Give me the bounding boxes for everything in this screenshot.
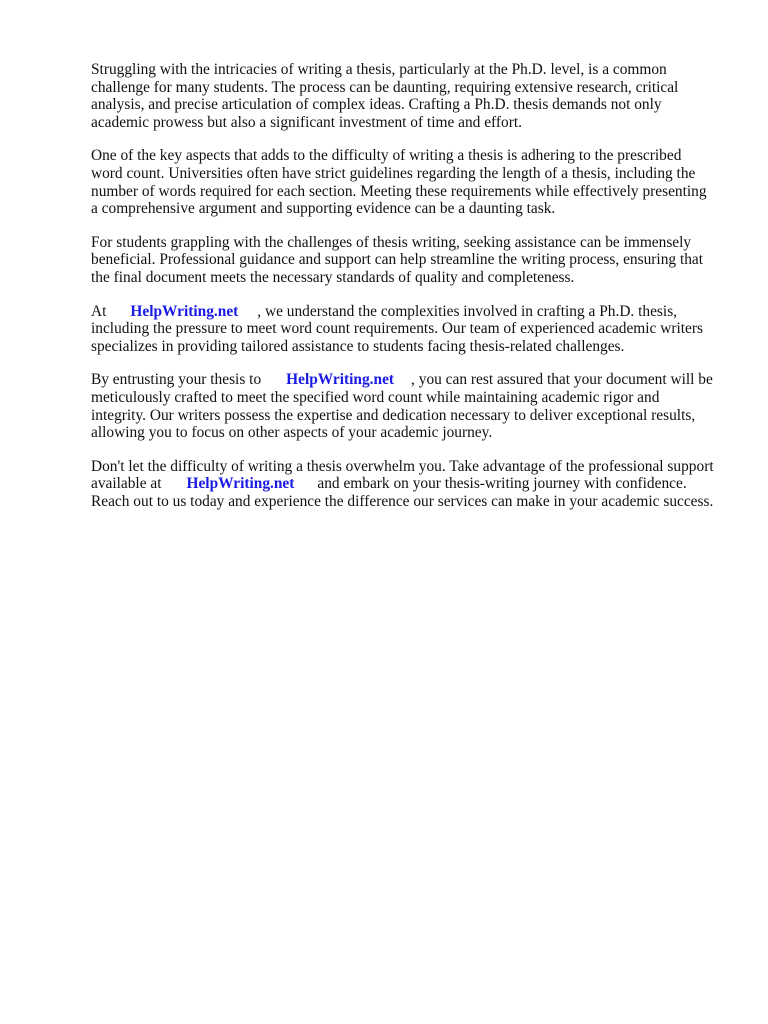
helpwriting-link[interactable]: HelpWriting.net — [130, 302, 239, 320]
text-line: One of the key aspects that adds to the difficulty of writing a thesis is adhering to the prescribed — [91, 147, 682, 165]
text-line — [91, 303, 731, 321]
text-segment: , we understand the complexities involved in crafting a Ph.D. thesis, — [257, 302, 678, 320]
paragraph-call-to-action — [91, 458, 731, 511]
text-line: Don't let the difficulty of writing a thesis overwhelm you. Take advantage of the professional support — [91, 457, 714, 475]
text-segment: , you can rest assured that your document will be — [411, 371, 713, 389]
text-segment: By entrusting your thesis to — [91, 371, 262, 389]
text-line: For students grappling with the challenges of thesis writing, seeking assistance can be immensely — [91, 233, 692, 251]
text-segment: and embark on your thesis-writing journey with confidence. — [317, 475, 687, 493]
text-line: a comprehensive argument and supporting evidence can be a daunting task. — [91, 200, 556, 218]
text-line: word count. Universities often have strict guidelines regarding the length of a thesis, including the — [91, 164, 696, 182]
paragraph-assistance — [91, 234, 731, 287]
helpwriting-link[interactable]: HelpWriting.net — [186, 475, 295, 493]
helpwriting-link[interactable]: HelpWriting.net — [286, 371, 395, 389]
document-page — [91, 61, 731, 526]
text-line — [91, 475, 731, 493]
text-line: academic prowess but also a significant investment of time and effort. — [91, 113, 522, 131]
text-line: challenge for many students. The process can be daunting, requiring extensive research, critical — [91, 78, 679, 96]
text-line: the final document meets the necessary standards of quality and completeness. — [91, 268, 575, 286]
text-line: analysis, and precise articulation of complex ideas. Crafting a Ph.D. thesis demands not only — [91, 96, 662, 114]
text-line: allowing you to focus on other aspects of your academic journey. — [91, 424, 493, 442]
text-segment: At — [91, 302, 107, 320]
paragraph-word-count — [91, 147, 731, 217]
text-line: meticulously crafted to meet the specified word count while maintaining academic rigor and — [91, 388, 660, 406]
text-line: number of words required for each section. Meeting these requirements while effectively presenting — [91, 182, 707, 200]
text-segment: available at — [91, 475, 162, 493]
text-line: beneficial. Professional guidance and support can help streamline the writing process, ensuring that — [91, 251, 704, 269]
paragraph-helpwriting-intro — [91, 303, 731, 356]
text-line: integrity. Our writers possess the expertise and dedication necessary to deliver exceptional results, — [91, 406, 696, 424]
text-line: Reach out to us today and experience the difference our services can make in your academic success. — [91, 492, 714, 510]
paragraph-entrusting — [91, 371, 731, 441]
paragraph-intro — [91, 61, 731, 131]
text-line — [91, 371, 731, 389]
text-line: including the pressure to meet word count requirements. Our team of experienced academic writers — [91, 320, 703, 338]
text-line: Struggling with the intricacies of writing a thesis, particularly at the Ph.D. level, is a common — [91, 61, 667, 78]
text-line: specializes in providing tailored assistance to students facing thesis-related challenges. — [91, 337, 625, 355]
